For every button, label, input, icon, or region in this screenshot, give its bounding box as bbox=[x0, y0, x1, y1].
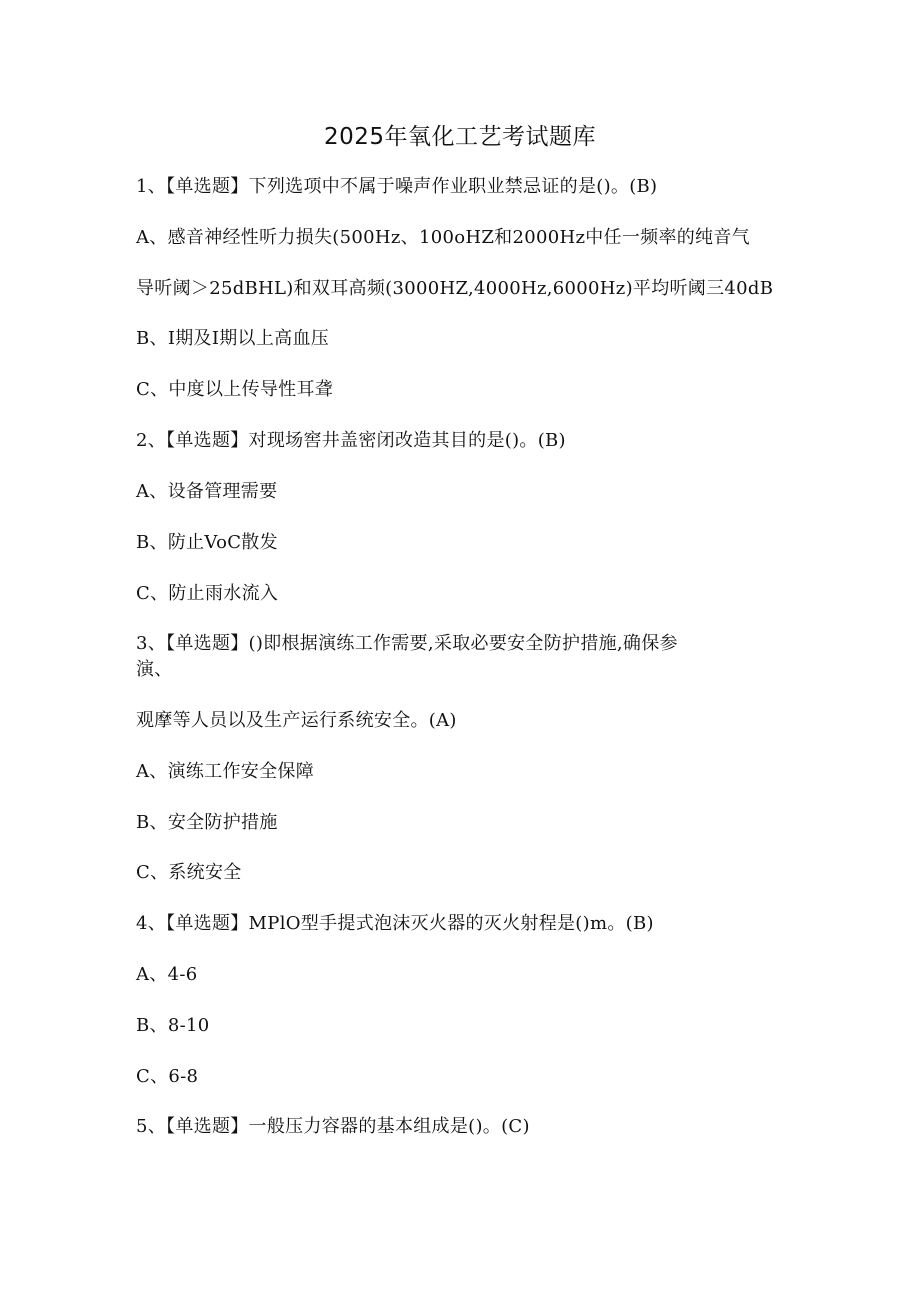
question-1-option-c: C、中度以上传导性耳聋 bbox=[136, 379, 334, 400]
question-1-option-a-line-2: 导听阈＞25dBHL)和双耳高频(3000HZ,4000Hz,6000Hz)平均听阈三40dB bbox=[136, 278, 774, 299]
question-4-option-a: A、4-6 bbox=[136, 964, 198, 985]
question-3-option-b: B、安全防护措施 bbox=[136, 812, 278, 833]
question-2-option-b: B、防止VoC散发 bbox=[136, 532, 278, 553]
question-1-option-a-line-1: A、感音神经性听力损失(500Hz、100oHZ和2000Hz中任一频率的纯音气 bbox=[136, 227, 750, 248]
question-3-stem-line-2: 演、 bbox=[136, 659, 173, 680]
question-1-stem: 1、【单选题】下列选项中不属于噪声作业职业禁忌证的是()。(B) bbox=[136, 176, 658, 197]
question-2-option-a: A、设备管理需要 bbox=[136, 481, 278, 502]
question-4-stem: 4、【单选题】MPlO型手提式泡沫灭火器的灭火射程是()m。(B) bbox=[136, 913, 654, 934]
question-4-option-b: B、8-10 bbox=[136, 1015, 210, 1036]
question-2-option-c: C、防止雨水流入 bbox=[136, 583, 279, 604]
question-3-option-a: A、演练工作安全保障 bbox=[136, 761, 314, 782]
document-title: 2025年氧化工艺考试题库 bbox=[323, 124, 597, 150]
question-1-option-b: B、I期及I期以上高血压 bbox=[136, 328, 330, 349]
question-2-stem: 2、【单选题】对现场窖井盖密闭改造其目的是()。(B) bbox=[136, 430, 566, 451]
question-3-option-c: C、系统安全 bbox=[136, 862, 242, 883]
question-3-stem-line-1: 3、【单选题】()即根据演练工作需要,采取必要安全防护措施,确保参 bbox=[136, 633, 678, 654]
question-3-stem-line-3: 观摩等人员以及生产运行系统安全。(A) bbox=[136, 710, 457, 731]
question-4-option-c: C、6-8 bbox=[136, 1066, 199, 1087]
question-5-stem: 5、【单选题】一般压力容器的基本组成是()。(C) bbox=[136, 1116, 530, 1137]
